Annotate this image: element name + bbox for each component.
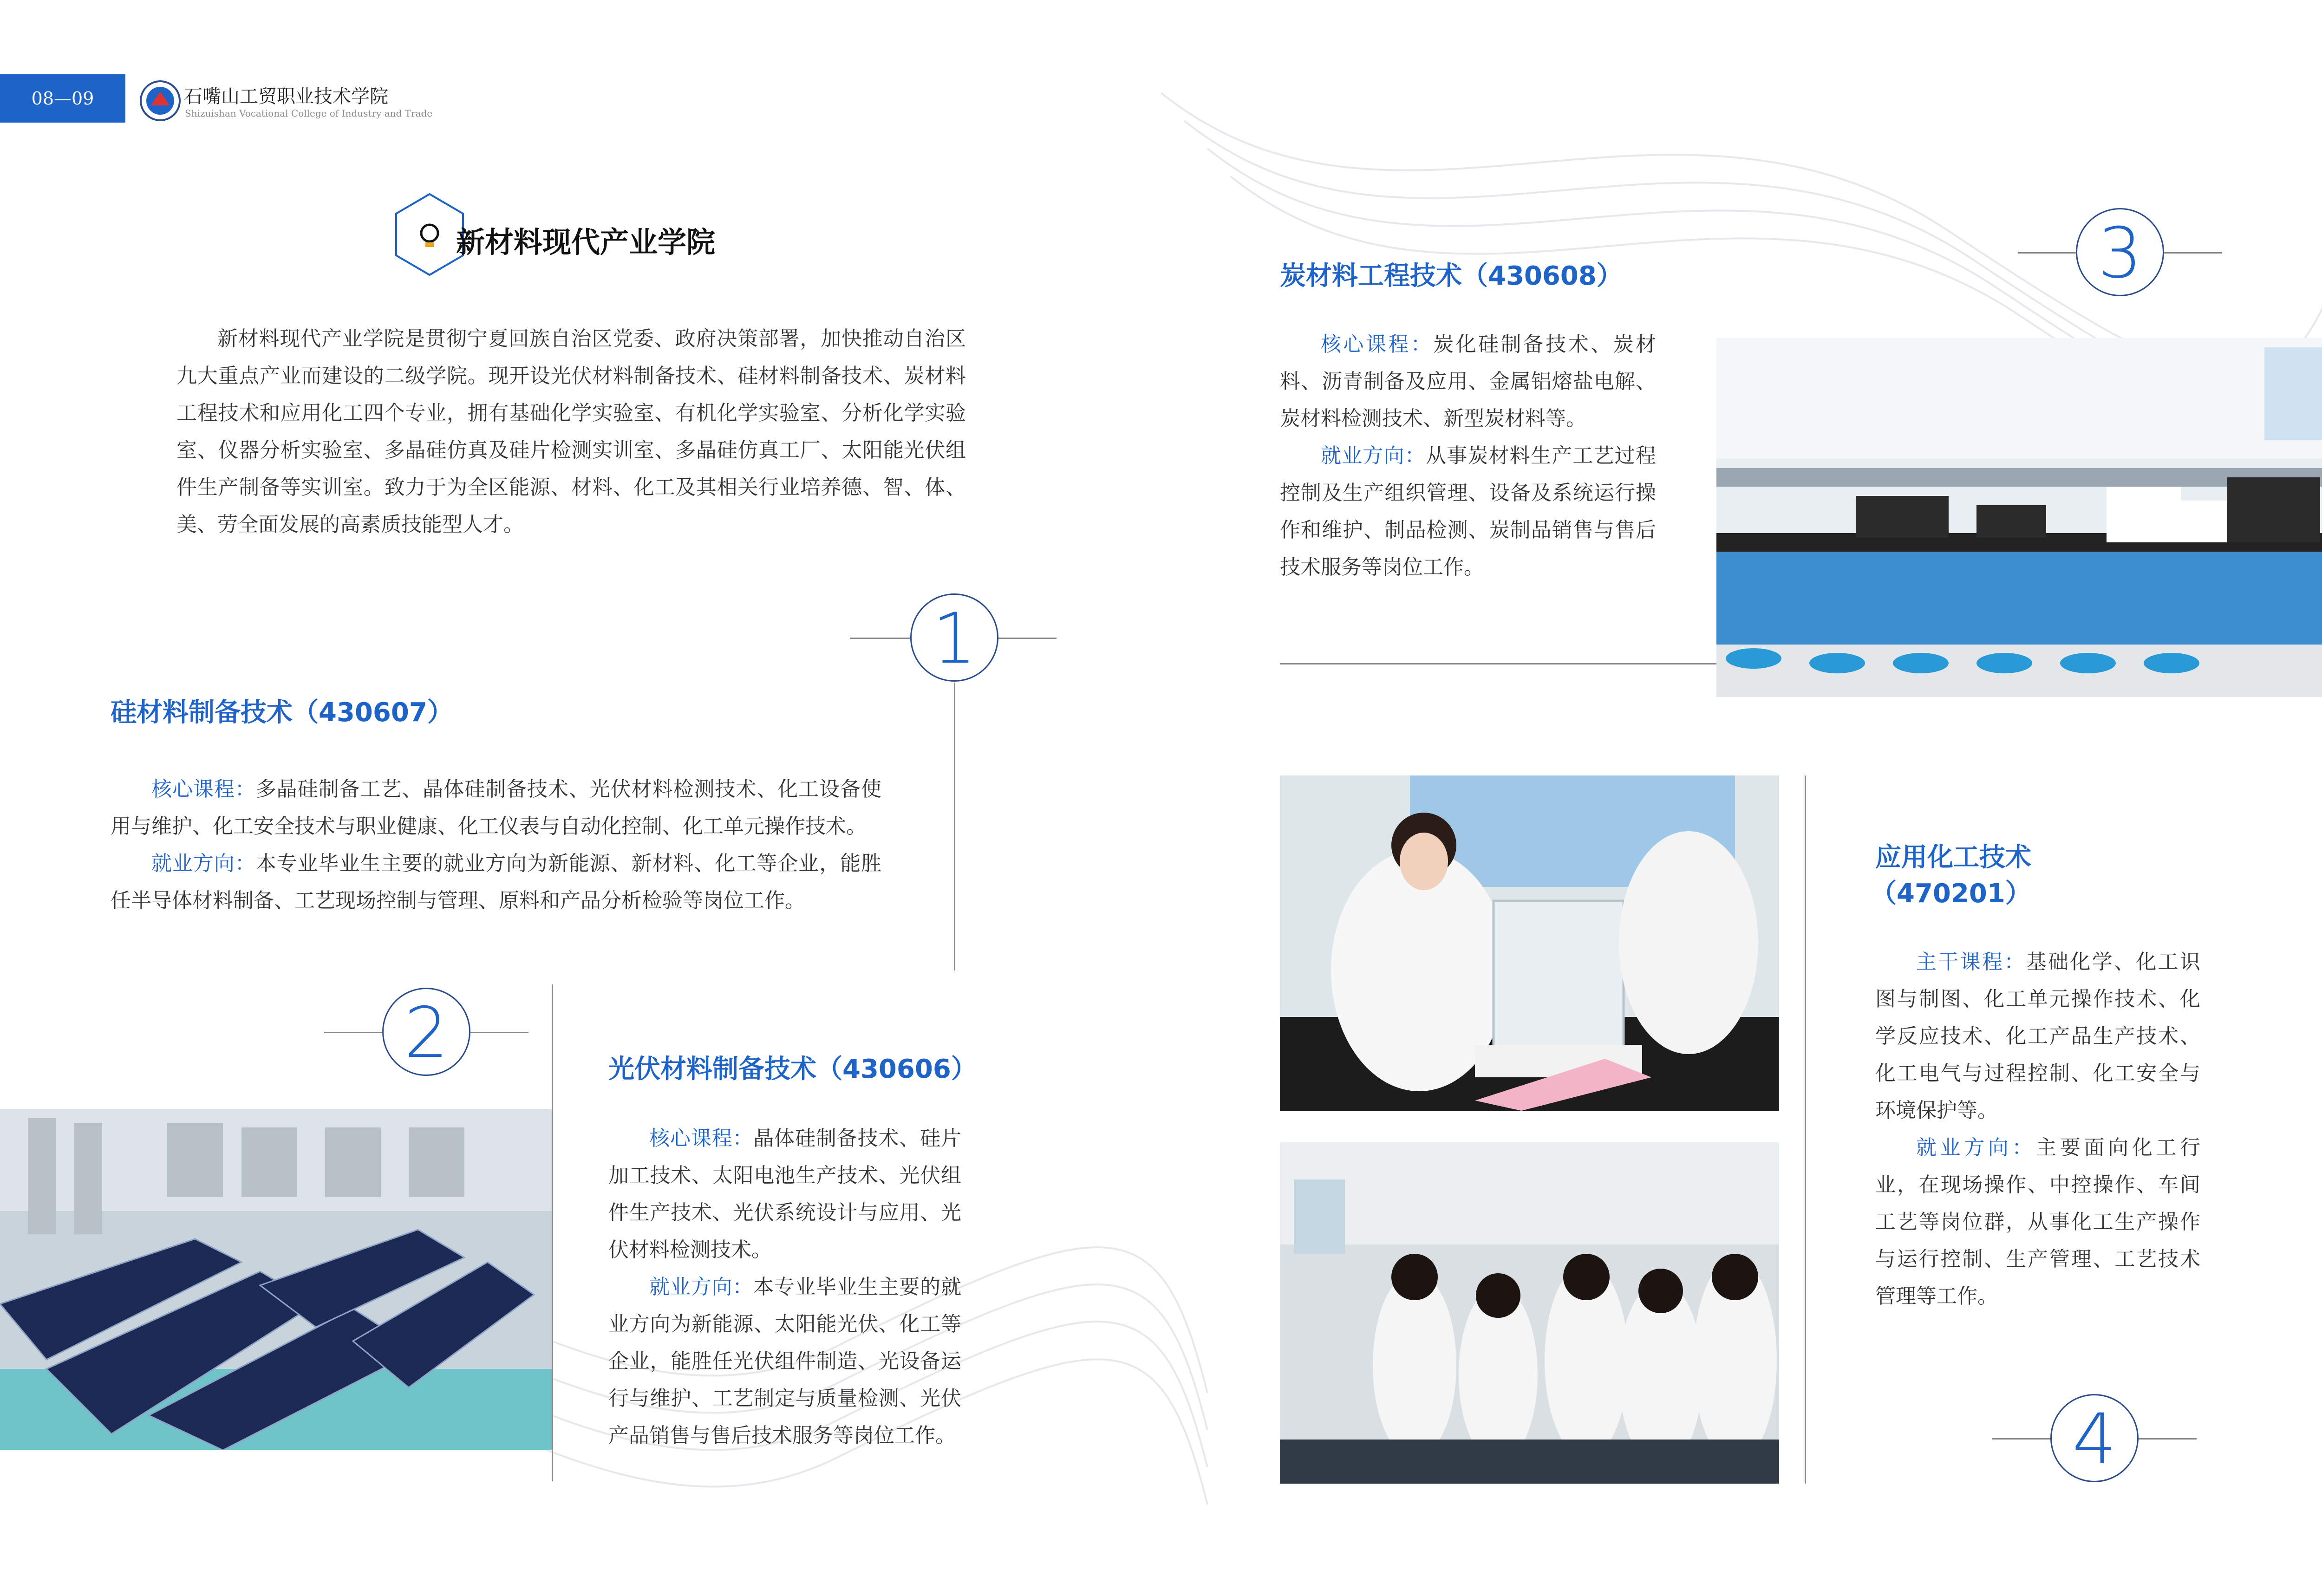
major-2-label-core: 核心课程：: [649, 1127, 754, 1150]
major-3-career: 从事炭材料生产工艺过程控制及生产组织管理、设备及系统运行操作和维护、制品检测、炭制品销售与售后技术服务等岗位工作。: [1280, 444, 1656, 579]
divider-3-right: [2164, 252, 2222, 254]
school-name-en: Shizuishan Vocational College of Industry and Trade: [185, 108, 433, 119]
divider-1-right: [998, 638, 1057, 639]
students-lab-photo: [1280, 1142, 1779, 1484]
solar-panel-photo: [0, 1109, 552, 1450]
logo-icon: [139, 80, 181, 122]
major-4-label-career: 就业方向：: [1916, 1136, 2036, 1160]
divider-2-right: [470, 1032, 528, 1033]
major-4-core-courses: 基础化学、化工识图与制图、化工单元操作技术、化学反应技术、化工产品生产技术、化工电气与过程控制、化工安全与环境保护等。: [1875, 950, 2201, 1122]
major-4-career: 主要面向化工行业，在现场操作、中控操作、车间工艺等岗位群，从事化工生产操作与运行控制、生产管理、工艺技术管理等工作。: [1875, 1136, 2201, 1308]
major-2-title: 光伏材料制备技术（430606）: [608, 1054, 977, 1084]
divider-2-vertical: [552, 984, 553, 1481]
bulb-icon: [418, 223, 441, 249]
divider-2-left: [324, 1032, 382, 1033]
divider-1-left: [850, 638, 910, 639]
lab-equipment-photo: [1716, 338, 2322, 697]
major-3-core-courses: 炭化硅制备技术、炭材料、沥青制备及应用、金属铝熔盐电解、炭材料检测技术、新型炭材料等。: [1280, 332, 1657, 430]
major-3-title: 炭材料工程技术（430608）: [1280, 261, 1623, 291]
divider-3-bottom: [1280, 663, 1716, 664]
major-1-core-courses: 多晶硅制备工艺、晶体硅制备技术、光伏材料检测技术、化工设备使用与维护、化工安全技术与职业健康、化工仪表与自动化控制、化工单元操作技术。: [111, 777, 882, 838]
major-1-career: 本专业毕业生主要的就业方向为新能源、新材料、化工等企业，能胜任半导体材料制备、工艺现场控制与管理、原料和产品分析检验等岗位工作。: [111, 852, 882, 912]
major-2-career: 本专业毕业生主要的就业方向为新能源、太阳能光伏、化工等企业，能胜任光伏组件制造、光设备运行与维护、工艺制定与质量检测、光伏产品销售与售后技术服务等岗位工作。: [608, 1275, 962, 1447]
major-2-core-courses: 晶体硅制备技术、硅片加工技术、太阳电池生产技术、光伏组件生产技术、光伏系统设计与应用、光伏材料检测技术。: [608, 1127, 962, 1262]
college-title: 新材料现代产业学院: [456, 225, 716, 259]
major-3-label-core: 核心课程：: [1321, 332, 1434, 356]
page-number-tab: 08—09: [0, 74, 125, 123]
major-3-body: [1280, 326, 1656, 586]
section-number-4: 4: [2050, 1394, 2139, 1482]
major-4-body: [1875, 944, 2200, 1315]
section-number-1: 1: [910, 593, 998, 682]
major-1-label-core: 核心课程：: [151, 777, 256, 801]
divider-1-vertical: [954, 683, 955, 971]
student-balance-photo: [1280, 775, 1779, 1111]
divider-3-left: [2018, 252, 2076, 254]
section-number-2: 2: [382, 988, 470, 1076]
major-2-body: [608, 1120, 961, 1454]
section-number-3: 3: [2076, 208, 2164, 296]
divider-4-vertical: [1805, 775, 1806, 1484]
major-1-body: [111, 771, 881, 919]
major-4-title-line1: 应用化工技术: [1875, 842, 2031, 873]
major-4-label-core: 主干课程：: [1916, 950, 2026, 974]
major-1-label-career: 就业方向：: [151, 852, 256, 875]
college-intro: 新材料现代产业学院是贯彻宁夏回族自治区党委、政府决策部署，加快推动自治区九大重点产业而建设的二级学院。现开设光伏材料制备技术、硅材料制备技术、炭材料工程技术和应用化工四个专业，拥有基础化学实验室、有机化学实验室、分析化学实验室、仪器分析实验室、多晶硅仿真及硅片检测实训室、多晶硅仿真工厂、太阳能光伏组件生产制备等实训室。致力于为全区能源、材料、化工及其相关行业培养德、智、体、美、劳全面发展的高素质技能型人才。: [176, 327, 966, 536]
divider-4-left: [1992, 1438, 2050, 1440]
major-4-title-line2: （470201）: [1871, 879, 2031, 909]
major-3-label-career: 就业方向：: [1321, 444, 1426, 468]
major-1-title: 硅材料制备技术（430607）: [111, 697, 453, 728]
major-2-label-career: 就业方向：: [649, 1275, 754, 1299]
school-name-cn: 石嘴山工贸职业技术学院: [184, 86, 388, 107]
divider-4-right: [2139, 1438, 2197, 1440]
